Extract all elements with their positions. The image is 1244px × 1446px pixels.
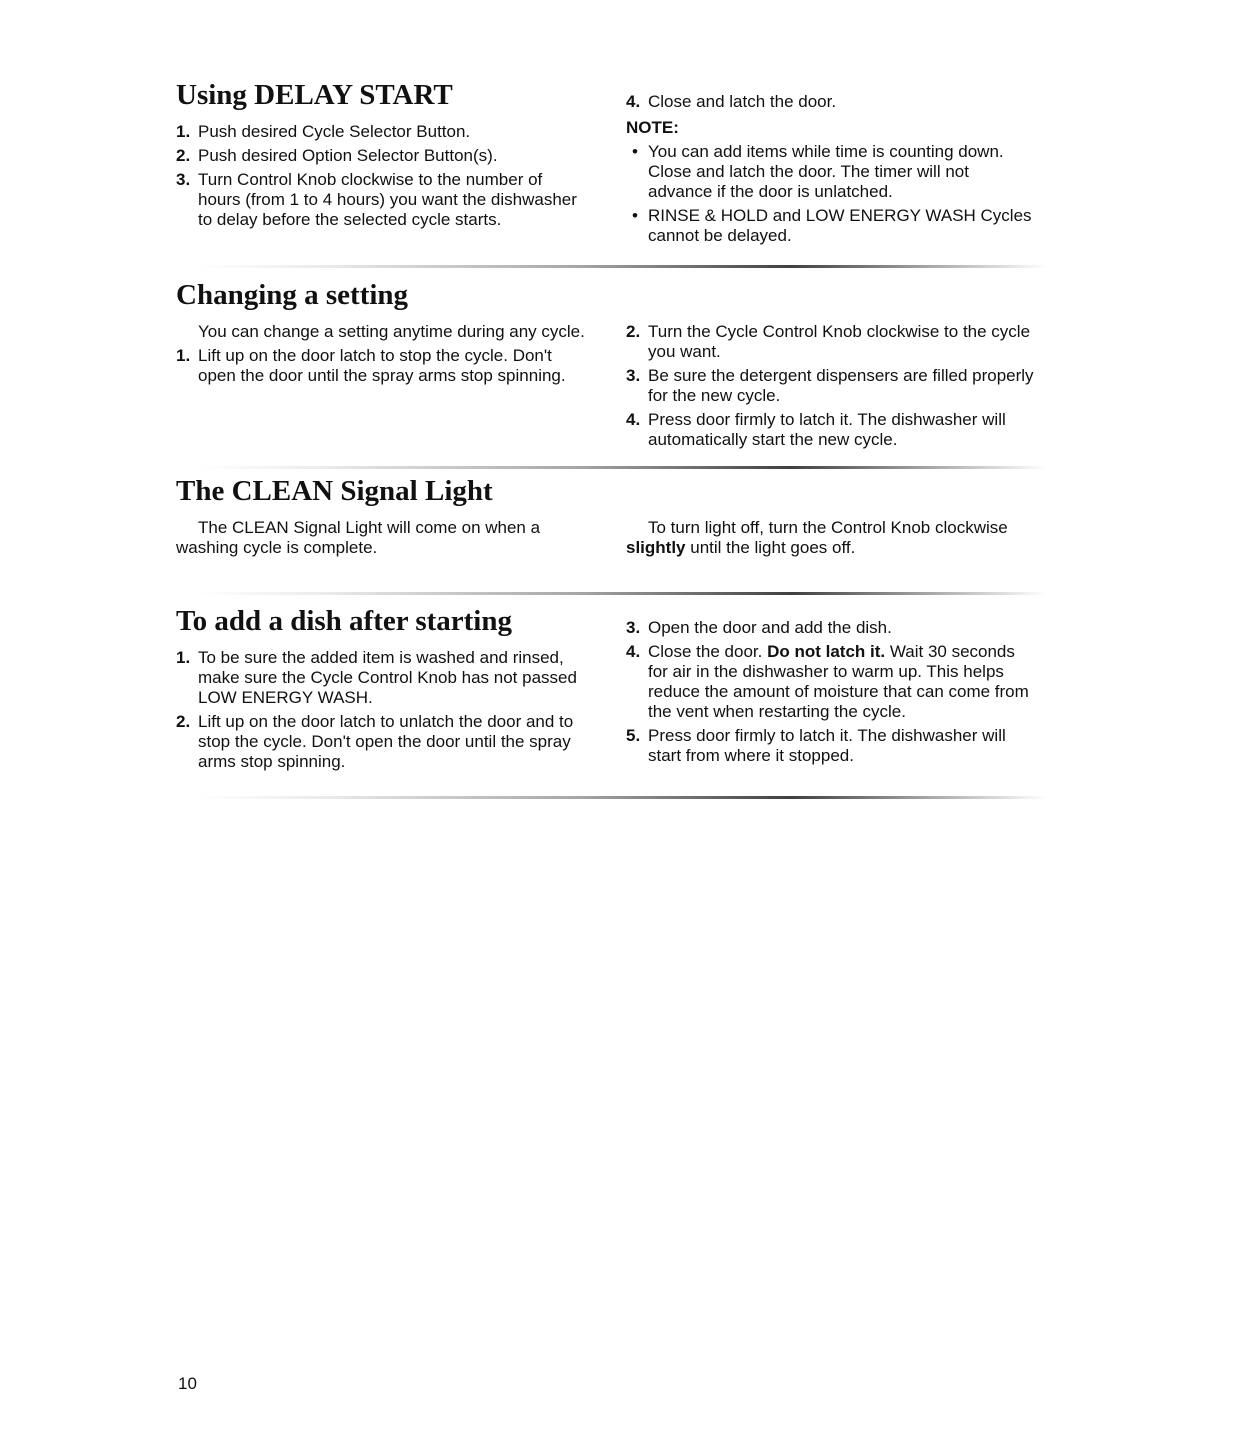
add-dish-heading: To add a dish after starting <box>176 605 512 637</box>
changing-setting-steps-continued <box>626 322 1036 450</box>
changing-setting-left-column <box>176 322 588 454</box>
delay-start-right-column <box>626 80 1036 250</box>
add-dish-steps <box>176 648 588 772</box>
list-item <box>176 122 588 142</box>
step-text: Push desired Cycle Selector Button. <box>198 121 471 141</box>
step-number: 3. <box>626 365 641 385</box>
step-text: Open the door and add the dish. <box>648 618 892 637</box>
instruction-text: To turn light off, turn the Control Knob clockwise <box>648 517 1008 537</box>
step-number: 4. <box>626 409 641 429</box>
step-number: 3. <box>626 618 641 637</box>
section-add-dish <box>176 606 1036 776</box>
list-item <box>176 346 588 386</box>
section-changing-setting <box>176 280 1036 454</box>
emphasis-text: Do not latch it. <box>767 642 886 661</box>
instruction-text: Wait 30 seconds for air in the dishwasher to warm up. This helps reduce the amount of moisture that can come from the vent when restarting the cycle. <box>648 642 1029 721</box>
list-item <box>176 170 588 230</box>
list-item <box>626 142 1036 202</box>
instruction-text: until the light goes off. <box>685 537 856 557</box>
note-list <box>626 142 1036 246</box>
step-number: 3. <box>176 169 191 189</box>
section-delay-start <box>176 80 1036 250</box>
step-number: 4. <box>626 642 641 661</box>
clean-signal-heading: The CLEAN Signal Light <box>176 475 493 507</box>
instruction-text: Close the door. <box>648 642 768 661</box>
note-label: NOTE: <box>626 118 679 137</box>
step-number: 5. <box>626 726 641 745</box>
step-text: Turn the Cycle Control Knob clockwise to the cycle you want. <box>648 321 1031 361</box>
section-divider <box>196 592 1046 595</box>
intro-text: You can change a setting anytime during any cycle. <box>198 321 585 341</box>
add-dish-left-column <box>176 606 588 776</box>
step-text: Lift up on the door latch to stop the cycle. Don't open the door until the spray arms stop spinning. <box>198 345 566 385</box>
step-number: 2. <box>626 321 641 341</box>
step-number: 4. <box>626 92 641 111</box>
bullet-icon: • <box>632 142 638 161</box>
note-text: RINSE & HOLD and LOW ENERGY WASH Cycles cannot be delayed. <box>648 206 1032 245</box>
delay-start-steps-continued <box>626 92 1036 112</box>
step-text: Turn Control Knob clockwise to the number of hours (from 1 to 4 hours) you want the dishwasher to delay before the selected cycle starts. <box>198 169 577 229</box>
list-item <box>176 712 588 772</box>
step-text: Press door firmly to latch it. The dishwasher will start from where it stopped. <box>648 726 1006 765</box>
note-text: You can add items while time is counting down. Close and latch the door. The timer will not advance if the door is unlatched. <box>648 142 1004 201</box>
step-number: 1. <box>176 121 191 141</box>
list-item <box>626 206 1036 246</box>
turn-off-instructions <box>626 518 1036 558</box>
list-item <box>626 642 1036 722</box>
list-item <box>626 322 1036 362</box>
list-item <box>176 648 588 708</box>
changing-setting-steps <box>176 346 588 386</box>
step-text: Be sure the detergent dispensers are filled properly for the new cycle. <box>648 365 1034 405</box>
section-clean-signal <box>176 476 1036 562</box>
section-divider <box>196 466 1046 469</box>
changing-setting-right-column <box>626 322 1036 454</box>
step-text: Lift up on the door latch to unlatch the door and to stop the cycle. Don't open the door until the spray arms stop spinning. <box>198 711 574 771</box>
page-number: 10 <box>178 1374 197 1393</box>
step-number: 1. <box>176 647 191 667</box>
delay-start-steps <box>176 122 588 230</box>
list-item <box>626 410 1036 450</box>
list-item <box>626 618 1036 638</box>
step-text <box>648 642 1029 721</box>
add-dish-right-column <box>626 606 1036 776</box>
section-divider <box>196 265 1046 268</box>
add-dish-steps-continued <box>626 618 1036 766</box>
list-item <box>626 366 1036 406</box>
step-number: 1. <box>176 345 191 365</box>
delay-start-left-column <box>176 80 588 250</box>
section-divider <box>196 796 1046 799</box>
clean-signal-right-column <box>626 518 1036 562</box>
list-item <box>626 92 1036 112</box>
clean-signal-text: The CLEAN Signal Light will come on when a washing cycle is complete. <box>176 517 541 557</box>
changing-setting-heading: Changing a setting <box>176 279 409 311</box>
emphasis-text: slightly <box>626 537 686 557</box>
step-text: To be sure the added item is washed and rinsed, make sure the Cycle Control Knob has not passed LOW ENERGY WASH. <box>198 647 577 707</box>
step-text: Push desired Option Selector Button(s). <box>198 145 498 165</box>
bullet-icon: • <box>632 206 638 225</box>
delay-start-heading: Using DELAY START <box>176 79 453 111</box>
step-text: Close and latch the door. <box>648 92 837 111</box>
step-number: 2. <box>176 711 191 731</box>
list-item <box>626 726 1036 766</box>
step-number: 2. <box>176 145 191 165</box>
step-text: Press door firmly to latch it. The dishwasher will automatically start the new cycle. <box>648 409 1006 449</box>
list-item <box>176 146 588 166</box>
clean-signal-left-column <box>176 518 588 562</box>
